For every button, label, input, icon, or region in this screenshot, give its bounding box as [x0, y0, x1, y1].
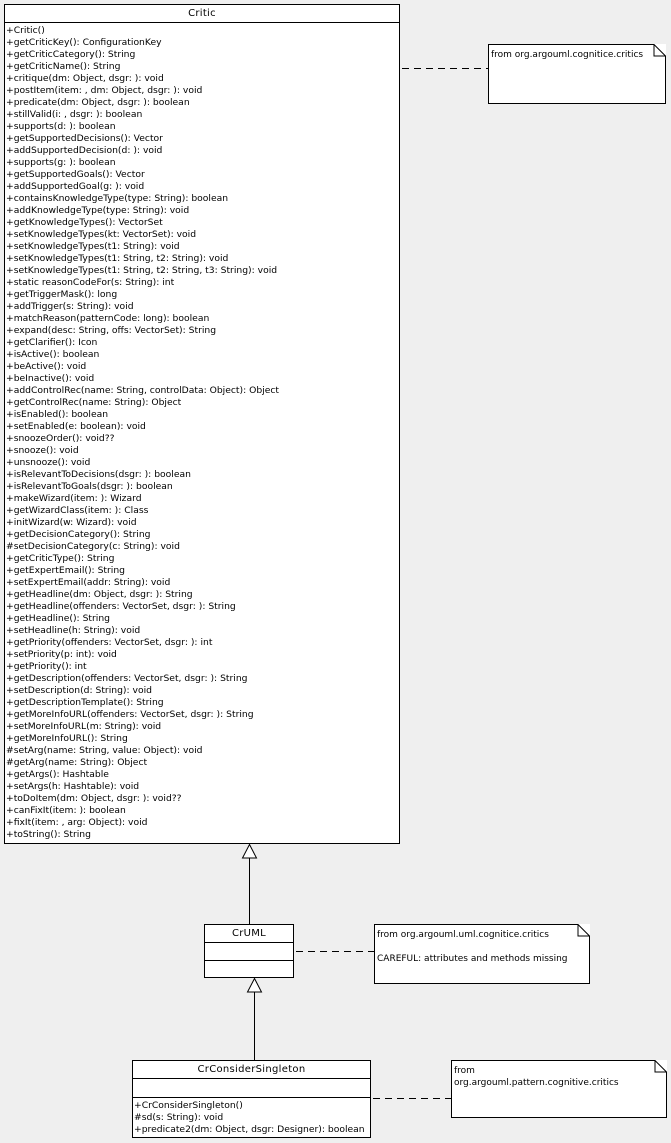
operation-row[interactable]: +setDescription(d: String): void — [6, 685, 152, 696]
operation-row[interactable]: +initWizard(w: Wizard): void — [6, 517, 137, 528]
note-line: from org.argouml.cognitice.critics — [491, 50, 644, 60]
operation-row[interactable]: +snooze(): void — [6, 445, 79, 456]
operation-row[interactable]: +fixIt(item: , arg: Object): void — [6, 817, 148, 828]
operation-row[interactable]: +toString(): String — [6, 829, 91, 840]
operation-row[interactable]: +CrConsiderSingleton() — [134, 1100, 243, 1111]
operation-row[interactable]: +isRelevantToDecisions(dsgr: ): boolean — [6, 469, 191, 480]
operation-row[interactable]: +getArgs(): Hashtable — [6, 769, 109, 780]
operation-row[interactable]: +isEnabled(): boolean — [6, 409, 109, 420]
class-name-cruml: CrUML — [205, 925, 293, 943]
operation-row[interactable]: +setArgs(h: Hashtable): void — [6, 781, 140, 792]
operation-row[interactable]: +setKnowledgeTypes(t1: String, t2: String): void — [6, 253, 229, 264]
operation-row[interactable]: +addTrigger(s: String): void — [6, 301, 134, 312]
operation-row[interactable]: +Critic() — [6, 25, 45, 36]
operation-row[interactable]: +setPriority(p: int): void — [6, 649, 117, 660]
operation-row[interactable]: +getCriticKey(): ConfigurationKey — [6, 37, 162, 48]
operation-row[interactable]: +setMoreInfoURL(m: String): void — [6, 721, 162, 732]
generalization-arrowhead-critic — [243, 845, 257, 859]
class-name-crconsidersingleton: CrConsiderSingleton — [133, 1061, 370, 1079]
operation-row[interactable]: +getCriticType(): String — [6, 553, 115, 564]
operation-row[interactable]: +predicate(dm: Object, dsgr: ): boolean — [6, 97, 190, 108]
operation-row[interactable]: +getSupportedDecisions(): Vector — [6, 133, 163, 144]
operation-row[interactable]: +setHeadline(h: String): void — [6, 625, 141, 636]
operation-row[interactable]: +setKnowledgeTypes(t1: String, t2: String, t3: String): void — [6, 265, 278, 276]
operation-row[interactable]: +getDescription(offenders: VectorSet, dsgr: ): String — [6, 673, 248, 684]
operation-row[interactable]: +getSupportedGoals(): Vector — [6, 169, 145, 180]
operation-row[interactable]: +setExpertEmail(addr: String): void — [6, 577, 171, 588]
operation-row[interactable]: +predicate2(dm: Object, dsgr: Designer): boolean — [134, 1124, 365, 1135]
operation-row[interactable]: +stillValid(i: , dsgr: ): boolean — [6, 109, 143, 120]
operation-row[interactable]: +getControlRec(name: String): Object — [6, 397, 182, 408]
generalization-arrowhead-cruml — [248, 979, 262, 993]
operation-row[interactable]: +getTriggerMask(): long — [6, 289, 118, 300]
operation-row[interactable]: +getHeadline(offenders: VectorSet, dsgr: ): String — [6, 601, 236, 612]
operation-row[interactable]: +getExpertEmail(): String — [6, 565, 125, 576]
operation-row[interactable]: +setEnabled(e: boolean): void — [6, 421, 146, 432]
operation-row[interactable]: +getDescriptionTemplate(): String — [6, 697, 164, 708]
operation-row[interactable]: +snoozeOrder(): void?? — [6, 433, 115, 444]
operation-row[interactable]: +getHeadline(): String — [6, 613, 110, 624]
operation-row[interactable]: +addSupportedGoal(g: ): void — [6, 181, 145, 192]
operation-row[interactable]: +supports(g: ): boolean — [6, 157, 116, 168]
operation-row[interactable]: +beActive(): void — [6, 361, 87, 372]
operation-row[interactable]: +getDecisionCategory(): String — [6, 529, 151, 540]
operation-row[interactable]: +makeWizard(item: ): Wizard — [6, 493, 142, 504]
operation-row[interactable]: +getWizardClass(item: ): Class — [6, 505, 149, 516]
operation-row[interactable]: +postItem(item: , dm: Object, dsgr: ): void — [6, 85, 203, 96]
operation-row[interactable]: +getMoreInfoURL(): String — [6, 733, 128, 744]
operation-row[interactable]: +getPriority(): int — [6, 661, 87, 672]
note-line: from org.argouml.uml.cognitice.critics — [377, 930, 549, 940]
operation-row[interactable]: +getKnowledgeTypes(): VectorSet — [6, 217, 163, 228]
operation-row[interactable]: +getMoreInfoURL(offenders: VectorSet, dsgr: ): String — [6, 709, 254, 720]
operation-row[interactable]: #setArg(name: String, value: Object): void — [6, 745, 203, 756]
operation-row[interactable]: +canFixIt(item: ): boolean — [6, 805, 126, 816]
operation-row[interactable]: +addKnowledgeType(type: String): void — [6, 205, 190, 216]
operation-row[interactable]: +expand(desc: String, offs: VectorSet): String — [6, 325, 217, 336]
operation-row[interactable]: +beInactive(): void — [6, 373, 95, 384]
note-line: org.argouml.pattern.cognitive.critics — [454, 1078, 619, 1088]
operation-row[interactable]: +setKnowledgeTypes(t1: String): void — [6, 241, 180, 252]
operation-row[interactable]: +isActive(): boolean — [6, 349, 100, 360]
operation-row[interactable]: +getHeadline(dm: Object, dsgr: ): String — [6, 589, 193, 600]
operation-row[interactable]: #sd(s: String): void — [134, 1112, 224, 1123]
operation-row[interactable]: +getCriticName(): String — [6, 61, 121, 72]
operation-row[interactable]: +unsnooze(): void — [6, 457, 91, 468]
class-name-critic: Critic — [5, 5, 399, 23]
operation-row[interactable]: +isRelevantToGoals(dsgr: ): boolean — [6, 481, 173, 492]
operation-row[interactable]: +static reasonCodeFor(s: String): int — [6, 277, 175, 288]
operation-row[interactable]: +supports(d: ): boolean — [6, 121, 116, 132]
operation-row[interactable]: +critique(dm: Object, dsgr: ): void — [6, 73, 164, 84]
note-line: from — [454, 1066, 475, 1076]
operation-row[interactable]: +containsKnowledgeType(type: String): boolean — [6, 193, 229, 204]
operation-row[interactable]: +addSupportedDecision(d: ): void — [6, 145, 163, 156]
operation-row[interactable]: #getArg(name: String): Object — [6, 757, 148, 768]
operation-row[interactable]: +matchReason(patternCode: long): boolean — [6, 313, 210, 324]
operation-row[interactable]: #setDecisionCategory(c: String): void — [6, 541, 180, 552]
operation-row[interactable]: +toDoItem(dm: Object, dsgr: ): void?? — [6, 793, 182, 804]
operation-row[interactable]: +getPriority(offenders: VectorSet, dsgr: ): int — [6, 637, 213, 648]
note-line: CAREFUL: attributes and methods missing — [377, 954, 568, 964]
operation-row[interactable]: +getCriticCategory(): String — [6, 49, 136, 60]
operation-row[interactable]: +setKnowledgeTypes(kt: VectorSet): void — [6, 229, 197, 240]
operation-row[interactable]: +getClarifier(): Icon — [6, 337, 98, 348]
operation-row[interactable]: +addControlRec(name: String, controlData: Object): Object — [6, 385, 280, 396]
